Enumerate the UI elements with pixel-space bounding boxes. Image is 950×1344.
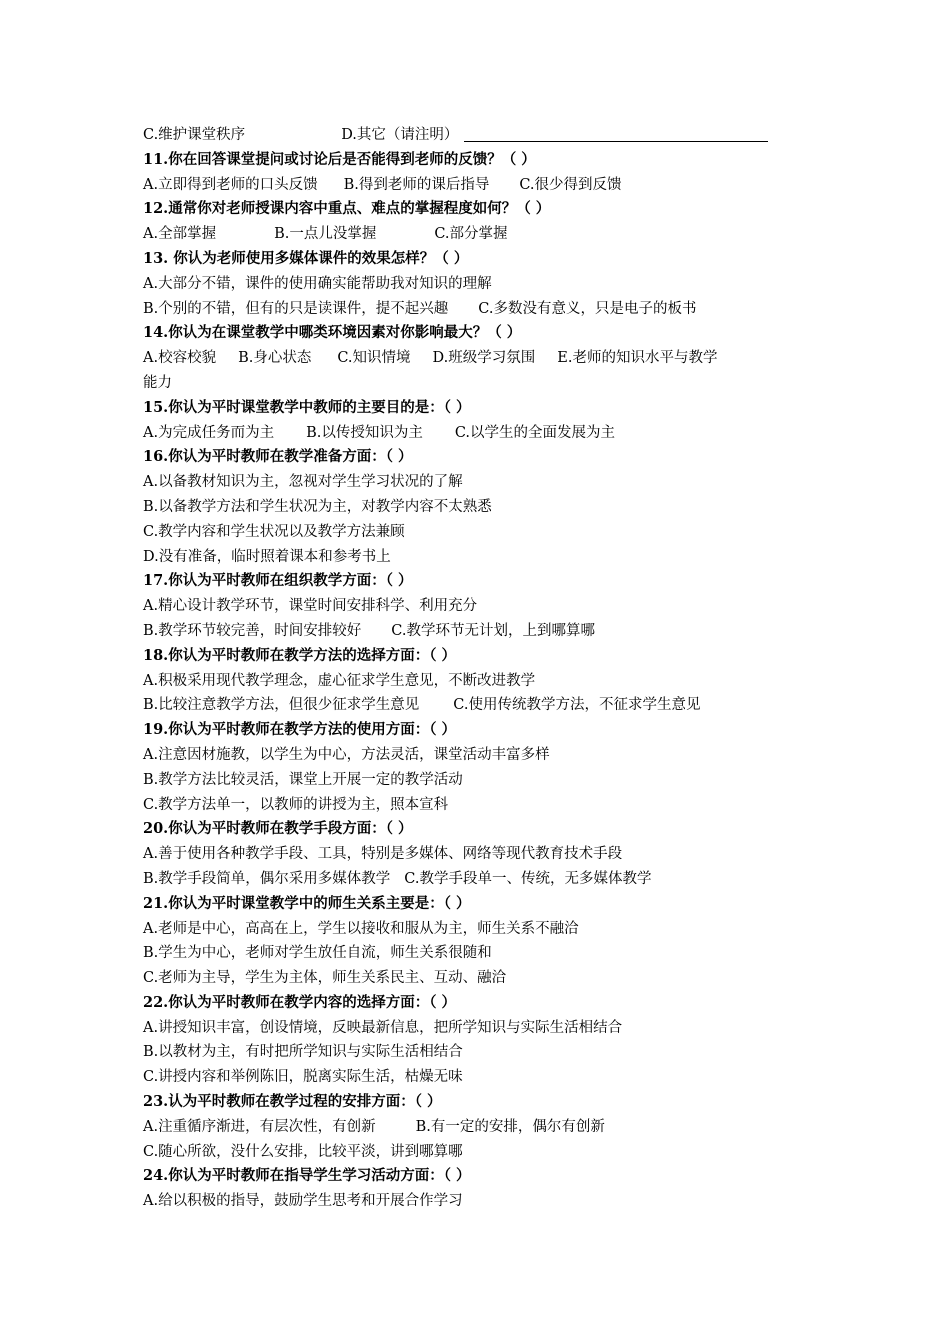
question-24: 24.你认为平时教师在指导学生学习活动方面：（ ） bbox=[143, 1167, 471, 1185]
fill-in-blank[interactable] bbox=[464, 125, 768, 142]
option-line bbox=[143, 421, 810, 446]
option-b: B.教学环节较完善，时间安排较好 bbox=[143, 622, 362, 639]
question-17: 17.你认为平时教师在组织教学方面：（ ） bbox=[143, 572, 413, 590]
option-c: C.随心所欲，没什么安排，比较平淡，讲到哪算哪 bbox=[143, 1143, 463, 1160]
option-b: B.教学方法比较灵活，课堂上开展一定的教学活动 bbox=[143, 771, 463, 788]
option-b: B.身心状态 bbox=[238, 350, 312, 367]
option-a: A.立即得到老师的口头反馈 bbox=[143, 176, 318, 193]
option-b: B.个别的不错，但有的只是读课件，提不起兴趣 bbox=[143, 300, 449, 317]
option-b: B.教学手段简单，偶尔采用多媒体教学 bbox=[143, 870, 391, 887]
option-c: C.使用传统教学方法，不征求学生意见 bbox=[453, 697, 701, 714]
option-a: A.善于使用各种教学手段、工具，特别是多媒体、网络等现代教育技术手段 bbox=[143, 846, 623, 863]
option-line bbox=[143, 693, 810, 718]
option-d: D.其它（请注明） bbox=[341, 127, 459, 143]
option-b: B.以教材为主，有时把所学知识与实际生活相结合 bbox=[143, 1044, 463, 1061]
option-b: B.一点儿没掌握 bbox=[274, 226, 377, 243]
option-c: C.教学内容和学生状况以及教学方法兼顾 bbox=[143, 523, 405, 540]
option-a: A.全部掌握 bbox=[143, 226, 217, 243]
option-a: A.给以积极的指导，鼓励学生思考和开展合作学习 bbox=[143, 1193, 463, 1210]
option-a: A.注重循序渐进，有层次性，有创新 bbox=[143, 1118, 376, 1135]
option-a: A.老师是中心，高高在上，学生以接收和服从为主，师生关系不融洽 bbox=[143, 920, 579, 937]
option-b: B.学生为中心，老师对学生放任自流，师生关系很随和 bbox=[143, 945, 492, 962]
option-a: A.为完成任务而为主 bbox=[143, 424, 275, 441]
option-c: C.多数没有意义，只是电子的板书 bbox=[478, 300, 697, 317]
question-16: 16.你认为平时教师在教学准备方面：（ ） bbox=[143, 448, 413, 466]
option-line bbox=[143, 123, 810, 148]
option-line bbox=[143, 346, 810, 371]
option-a: A.注意因材施教，以学生为中心，方法灵活，课堂活动丰富多样 bbox=[143, 746, 550, 763]
option-b: B.得到老师的课后指导 bbox=[343, 176, 490, 193]
option-c: C.知识情境 bbox=[337, 350, 411, 367]
option-line bbox=[143, 222, 810, 247]
option-a: A.讲授知识丰富，创设情境，反映最新信息，把所学知识与实际生活相结合 bbox=[143, 1019, 623, 1036]
option-d: D.班级学习氛围 bbox=[432, 350, 536, 367]
question-18: 18.你认为平时教师在教学方法的选择方面：（ ） bbox=[143, 646, 457, 664]
option-line bbox=[143, 297, 810, 322]
question-21: 21.你认为平时课堂教学中的师生关系主要是：（ ） bbox=[143, 894, 471, 912]
question-19: 19.你认为平时教师在教学方法的使用方面：（ ） bbox=[143, 721, 457, 739]
option-c: C.很少得到反馈 bbox=[519, 176, 622, 193]
option-a: A.以备教材知识为主，忽视对学生学习状况的了解 bbox=[143, 474, 463, 491]
option-c: C.教学方法单一，以教师的讲授为主，照本宣科 bbox=[143, 796, 449, 813]
option-a: A.校容校貌 bbox=[143, 350, 217, 367]
option-a: A.大部分不错，课件的使用确实能帮助我对知识的理解 bbox=[143, 275, 492, 292]
option-line bbox=[143, 619, 810, 644]
question-12: 12.通常你对老师授课内容中重点、难点的掌握程度如何？（ ） bbox=[143, 200, 551, 218]
question-14: 14.你认为在课堂教学中哪类环境因素对你影响最大？（ ） bbox=[143, 324, 522, 342]
option-e: E.老师的知识水平与教学 bbox=[557, 350, 718, 367]
question-13: 13. 你认为老师使用多媒体课件的效果怎样？（ ） bbox=[143, 249, 469, 267]
option-b: B.以传授知识为主 bbox=[306, 424, 423, 441]
question-22: 22.你认为平时教师在教学内容的选择方面：（ ） bbox=[143, 993, 457, 1011]
option-a: A.精心设计教学环节，课堂时间安排科学、利用充分 bbox=[143, 598, 478, 615]
question-15: 15.你认为平时课堂教学中教师的主要目的是：（ ） bbox=[143, 398, 471, 416]
option-c: C.教学环节无计划，上到哪算哪 bbox=[391, 622, 595, 639]
question-11: 11.你在回答课堂提问或讨论后是否能得到老师的反馈？（ ） bbox=[143, 150, 536, 168]
option-c: C.讲授内容和举例陈旧，脱离实际生活，枯燥无味 bbox=[143, 1069, 463, 1086]
option-line bbox=[143, 173, 810, 198]
option-a: A.积极采用现代教学理念，虚心征求学生意见，不断改进教学 bbox=[143, 672, 536, 689]
question-23: 23.认为平时教师在教学过程的安排方面：（ ） bbox=[143, 1093, 442, 1111]
option-e-continued: 能力 bbox=[143, 374, 172, 391]
option-c: C.以学生的全面发展为主 bbox=[454, 424, 616, 441]
option-line bbox=[143, 867, 810, 892]
option-c: C.老师为主导，学生为主体，师生关系民主、互动、融洽 bbox=[143, 970, 507, 987]
option-line bbox=[143, 1115, 810, 1140]
option-b: B.以备教学方法和学生状况为主，对教学内容不太熟悉 bbox=[143, 498, 492, 515]
option-c: C.维护课堂秩序 bbox=[143, 127, 246, 143]
option-d: D.没有准备，临时照着课本和参考书上 bbox=[143, 548, 391, 565]
option-b: B.比较注意教学方法，但很少征求学生意见 bbox=[143, 697, 420, 714]
option-c: C.教学手段单一、传统，无多媒体教学 bbox=[404, 870, 652, 887]
question-20: 20.你认为平时教师在教学手段方面：（ ） bbox=[143, 820, 413, 838]
option-b: B.有一定的安排，偶尔有创新 bbox=[415, 1118, 605, 1135]
option-c: C.部分掌握 bbox=[434, 226, 508, 243]
